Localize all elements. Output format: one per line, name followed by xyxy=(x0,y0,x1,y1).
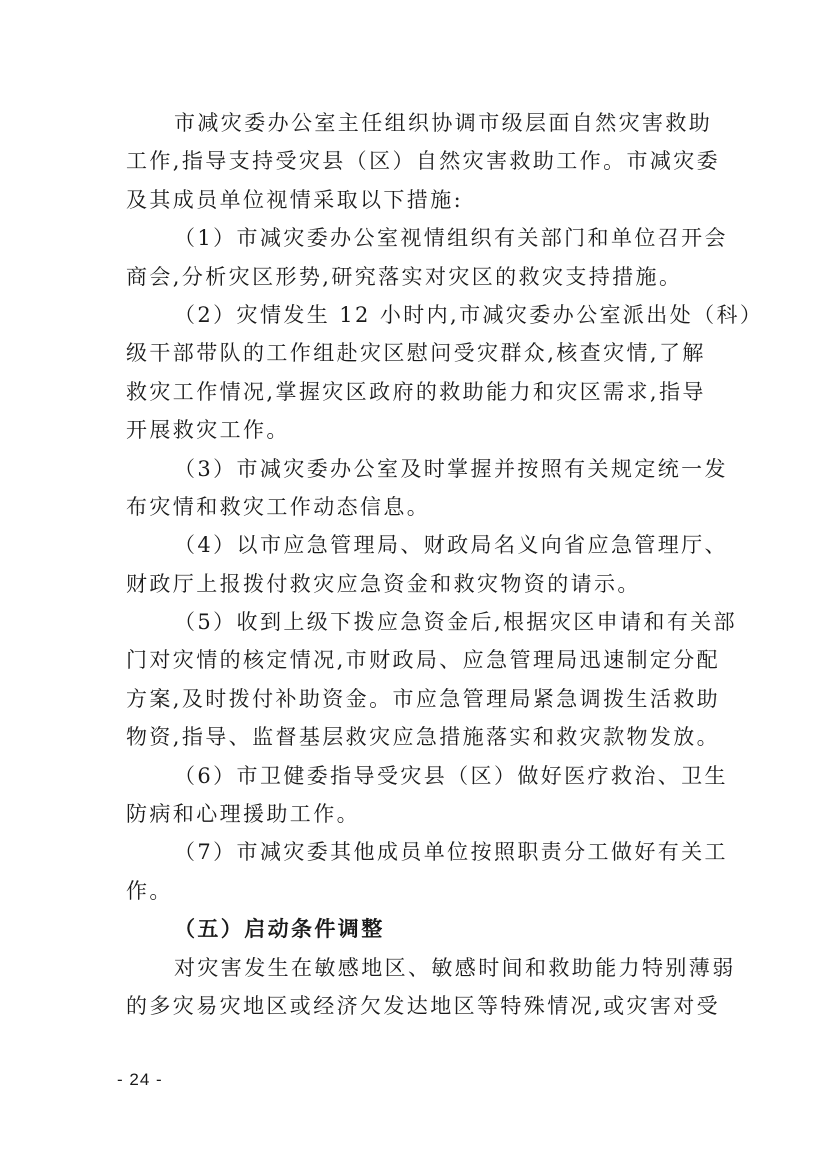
paragraph-line: 工作,指导支持受灾县（区）自然灾害救助工作。市减灾委 xyxy=(126,149,721,174)
list-item-line: 作。 xyxy=(126,878,173,903)
list-item-line: （4）以市应急管理局、财政局名义向省应急管理厅、 xyxy=(174,533,728,558)
list-item-line: 防病和心理援助工作。 xyxy=(126,802,360,827)
document-body xyxy=(126,104,764,1025)
list-item-line: 方案,及时拨付补助资金。市应急管理局紧急调拨生活救助 xyxy=(126,686,721,711)
paragraph-line: 及其成员单位视情采取以下措施: xyxy=(126,187,464,212)
list-item-line: 布灾情和救灾工作动态信息。 xyxy=(126,494,431,519)
list-item-line: 级干部带队的工作组赴灾区慰问受灾群众,核查灾情,了解 xyxy=(126,341,706,366)
list-item-line: 救灾工作情况,掌握灾区政府的救助能力和灾区需求,指导 xyxy=(126,379,706,404)
list-item-line: 开展救灾工作。 xyxy=(126,418,290,443)
list-item-line: 门对灾情的核定情况,市财政局、应急管理局迅速制定分配 xyxy=(126,648,721,673)
list-item-line: （2）灾情发生 12 小时内,市减灾委办公室派出处（科） xyxy=(174,302,764,327)
list-item-line: （1）市减灾委办公室视情组织有关部门和单位召开会 xyxy=(174,226,728,251)
list-item-line: （6）市卫健委指导受灾县（区）做好医疗救治、卫生 xyxy=(174,763,728,788)
list-item-line: 物资,指导、监督基层救灾应急措施落实和救灾款物发放。 xyxy=(126,725,721,750)
list-item-line: 商会,分析灾区形势,研究落实对灾区的救灾支持措施。 xyxy=(126,264,683,289)
list-item-line: （5）收到上级下拨应急资金后,根据灾区申请和有关部 xyxy=(174,610,738,635)
list-item-line: 财政厅上报拨付救灾应急资金和救灾物资的请示。 xyxy=(126,571,641,596)
page-number: - 24 - xyxy=(117,1070,163,1089)
paragraph-line: 的多灾易灾地区或经济欠发达地区等特殊情况,或灾害对受 xyxy=(126,993,721,1018)
paragraph-line: 市减灾委办公室主任组织协调市级层面自然灾害救助 xyxy=(174,111,713,135)
list-item-line: （7）市减灾委其他成员单位按照职责分工做好有关工 xyxy=(174,840,728,865)
section-heading: （五）启动条件调整 xyxy=(174,917,385,942)
list-item-line: （3）市减灾委办公室及时掌握并按照有关规定统一发 xyxy=(174,456,728,481)
paragraph-line: 对灾害发生在敏感地区、敏感时间和救助能力特别薄弱 xyxy=(174,955,736,980)
